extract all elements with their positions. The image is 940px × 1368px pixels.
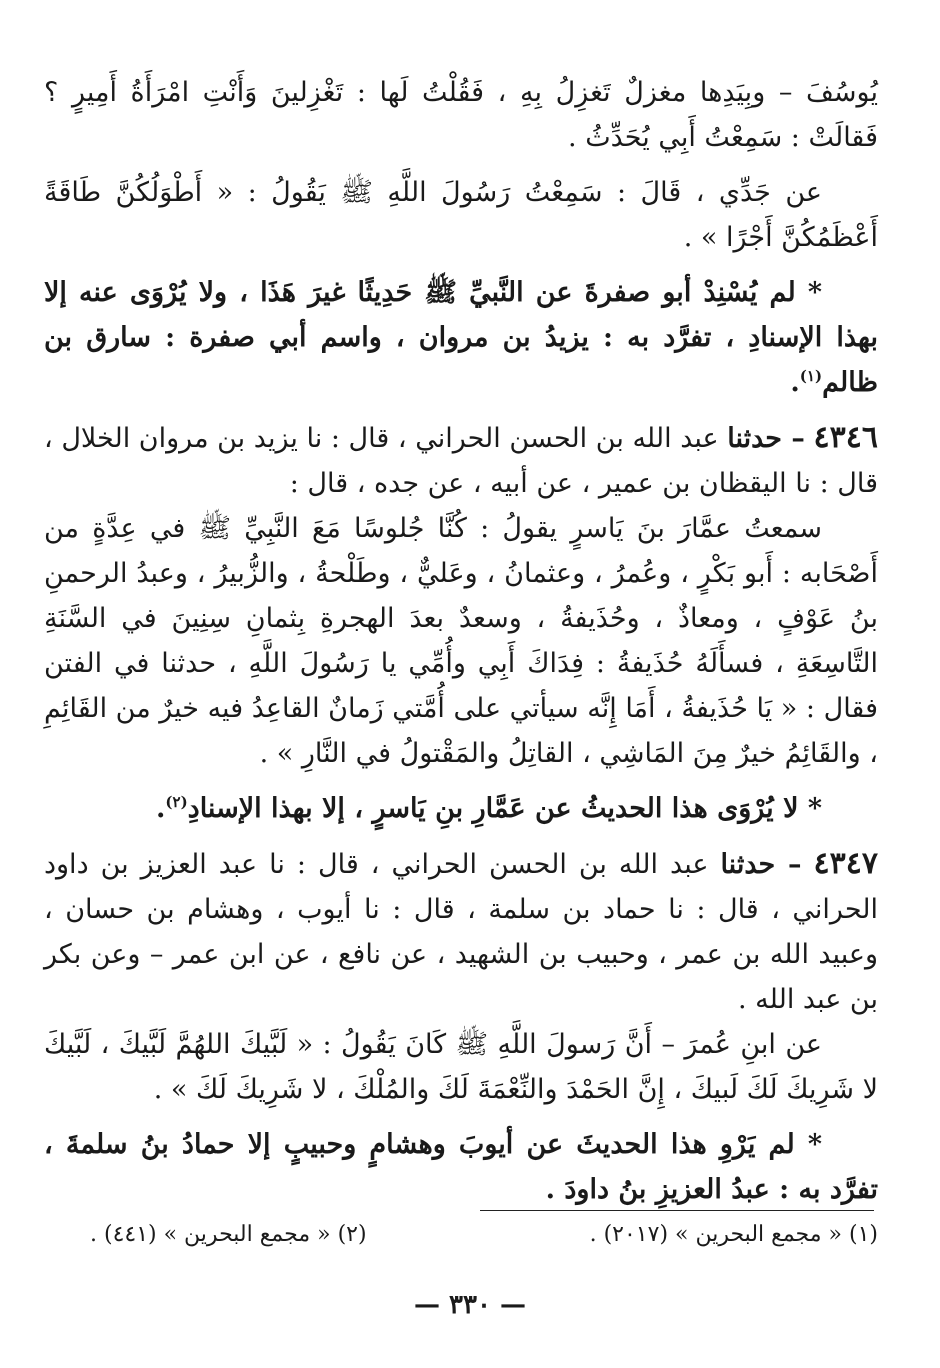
hadith-4347-chain: عبد الله بن الحسن الحراني ، قال : نا عبد العزيز بن داود الحراني ، قال : نا حماد بن سلمة ، قال : نا أيوب ، وهشام بن حسان ، وعبيد الله بن عمر ، وحبيب بن الشهيد ، عن نافع ، عن ابن عمر – وعن بكر بن عبد الله . bbox=[44, 849, 878, 1015]
paragraph-1: يُوسُفَ – وبِيَدِها مغزلٌ تَغزِلُ بِهِ ، فَقُلْتُ لَها : تَغْزِلينَ وَأَنْتِ امْرَأَةُ أَمِيرٍ ؟ فَقالَتْ : سَمِعْتُ أَبِي يُحَدِّثُ . bbox=[44, 77, 878, 153]
hadith-4346-lead: – حدثنا bbox=[727, 423, 805, 454]
paragraph-2: عن جَدِّي ، قَالَ : سَمِعْتُ رَسُولَ اللَّهِ ﷺ يَقُولُ : « أَطْوَلُكُنَّ طَاقَةً أَعْظَمُكُنَّ أَجْرًا » . bbox=[44, 177, 878, 253]
footnote-ref-2: (٢) bbox=[165, 793, 188, 811]
hadith-4347-text: عن ابنِ عُمرَ – أَنَّ رَسولَ اللَّهِ ﷺ كَانَ يَقُولُ : « لَبَّيكَ اللهُمَّ لَبَّيكَ ، لَبَّيكَ لا شَرِيكَ لَكَ لَبيكَ ، إِنَّ الحَمْدَ والنِّعْمَةَ لَكَ والمُلْكَ ، لا شَرِيكَ لَكَ » . bbox=[44, 1029, 878, 1105]
footnote-2: (٢) « مجمع البحرين » (٤٤١) . bbox=[90, 1222, 367, 1247]
commentary-2: * لا يُرْوَى هذا الحديثُ عن عَمَّارِ بنِ يَاسرٍ ، إلا بهذا الإسنادِ$^{(٢)}$. bbox=[155, 793, 822, 824]
hadith-4346-chain: عبد الله بن الحسن الحراني ، قال : نا يزيد بن مروان الخلال ، قال : نا اليقظان بن عمير ، عن أبيه ، عن جده ، قال : bbox=[44, 423, 878, 499]
hadith-4347-lead: – حدثنا bbox=[720, 849, 802, 880]
hadith-4346-header bbox=[44, 415, 878, 506]
footnote-ref-1: (١) bbox=[799, 367, 823, 385]
footnote-divider bbox=[480, 1210, 874, 1211]
footnote-1: (١) « مجمع البحرين » (٢٠١٧) . bbox=[589, 1222, 878, 1247]
commentary-3: * لم يَرْوِ هذا الحديثَ عن أيوبَ وهشامٍ وحبيبٍ إلا حمادُ بنُ سلمةَ ، تفرَّد به : عبدُ العزيزِ بنُ داودَ . bbox=[44, 1129, 878, 1205]
hadith-4346-text: سمعتُ عمَّارَ بنَ يَاسرٍ يقولُ : كُنَّا جُلوسًا مَعَ النَّبِيِّ ﷺ في عِدَّةٍ من أَصْحَابه : أَبو بَكْرٍ ، وعُمرُ ، وعثمانُ ، وعَليٌّ ، وطَلْحةُ ، والزُّبيرُ ، وعبدُ الرحمنِ بنُ عَوْفٍ ، ومعاذٌ ، وحُذَيفةُ ، وسعدٌ بعدَ الهجرةِ بِثمانِ سِنِينَ في السَّنَةِ التَّاسِعَةِ ، فسأَلَهُ حُذَيفةُ : فِدَاكَ أَبِي وأُمِّي يا رَسُولَ اللَّهِ ، حدثنا في الفتن فقال : « يَا حُذَيفةُ ، أَمَا إِنَّه سيأتي على أُمَّتي زَمانٌ القاعِدُ فيه خيرٌ من القَائِمِ ، والقَائِمُ خيرٌ مِنَ المَاشِي ، القاتِلُ والمَقْتولُ في النَّارِ » . bbox=[43, 513, 878, 769]
hadith-number-4347: ٤٣٤٧ bbox=[813, 846, 878, 881]
commentary-2-text: * لا يُرْوَى هذا الحديثُ عن عَمَّارِ بنِ يَاسرٍ ، إلا بهذا الإسنادِ bbox=[187, 793, 822, 824]
commentary-1-text: * لم يُسْنِدْ أبو صفرةَ عن النَّبيِّ ﷺ حَدِيثًا غيرَ هَذَا ، ولا يُرْوَى عنه إلا بهذا الإسنادِ ، تفرَّد به : يزيدُ بن مروان ، واسم أبي صفرة : سارق بن ظالم bbox=[44, 277, 878, 398]
page-number: — ٣٣٠ — bbox=[413, 1290, 527, 1320]
hadith-number-4346: ٤٣٤٦ bbox=[813, 420, 878, 455]
footnotes bbox=[90, 1222, 878, 1247]
hadith-4347-header bbox=[44, 841, 878, 1022]
commentary-1: * لم يُسْنِدْ أبو صفرةَ عن النَّبيِّ ﷺ حَدِيثًا غيرَ هَذَا ، ولا يُرْوَى عنه إلا بهذا الإسنادِ ، تفرَّد به : يزيدُ بن مروان ، واسم أبي صفرة : سارق بن ظالم$^{(١)}$. bbox=[44, 277, 878, 398]
